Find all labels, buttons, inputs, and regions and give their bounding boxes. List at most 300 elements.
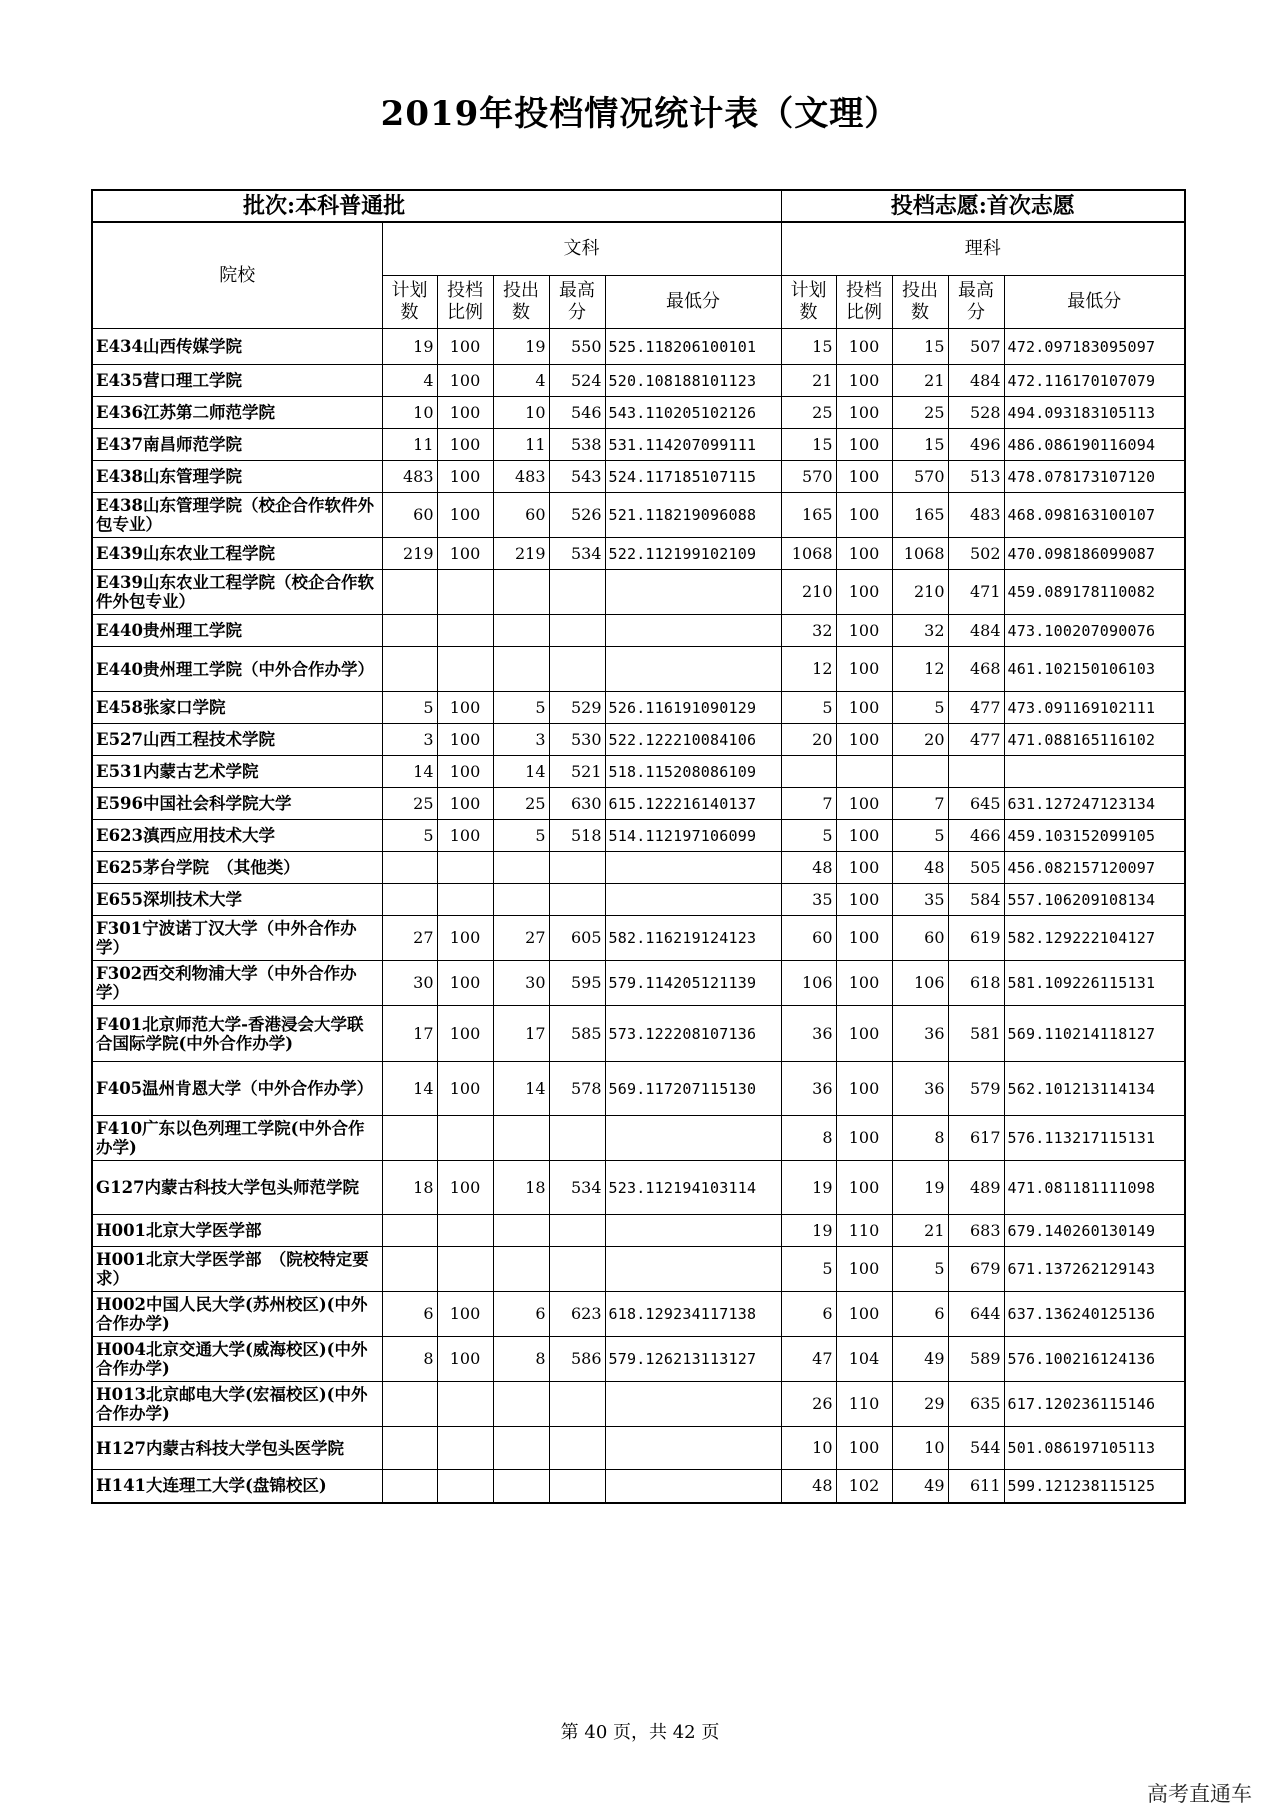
arts-min-score: 518.115208086109 bbox=[605, 756, 781, 788]
table-row bbox=[92, 1382, 1185, 1427]
school-name: E596中国社会科学院大学 bbox=[92, 788, 382, 820]
science-issued: 21 bbox=[892, 365, 948, 397]
science-min-score: 569.110214118127 bbox=[1004, 1006, 1185, 1062]
arts-plan: 483 bbox=[382, 461, 437, 493]
arts-ratio bbox=[437, 1427, 493, 1470]
school-name: E439山东农业工程学院（校企合作软件外包专业） bbox=[92, 570, 382, 615]
arts-max-score: 543 bbox=[549, 461, 605, 493]
science-plan: 32 bbox=[781, 615, 836, 647]
arts-issued: 5 bbox=[493, 820, 549, 852]
arts-max-score bbox=[549, 1247, 605, 1292]
science-max-score: 502 bbox=[948, 538, 1004, 570]
science-min-score: 679.140260130149 bbox=[1004, 1215, 1185, 1247]
arts-issued bbox=[493, 1247, 549, 1292]
science-min-score: 562.101213114134 bbox=[1004, 1062, 1185, 1116]
science-issued: 35 bbox=[892, 884, 948, 916]
arts-plan: 19 bbox=[382, 329, 437, 365]
arts-issued: 27 bbox=[493, 916, 549, 961]
science-issued: 49 bbox=[892, 1337, 948, 1382]
science-plan: 5 bbox=[781, 1247, 836, 1292]
arts-ratio: 100 bbox=[437, 724, 493, 756]
arts-plan bbox=[382, 1427, 437, 1470]
science-plan: 21 bbox=[781, 365, 836, 397]
arts-issued: 5 bbox=[493, 692, 549, 724]
science-max-score: 477 bbox=[948, 724, 1004, 756]
science-ratio: 100 bbox=[836, 329, 892, 365]
arts-max-score bbox=[549, 884, 605, 916]
arts-ratio: 100 bbox=[437, 756, 493, 788]
school-name: E531内蒙古艺术学院 bbox=[92, 756, 382, 788]
science-issued: 570 bbox=[892, 461, 948, 493]
arts-max-score bbox=[549, 852, 605, 884]
science-issued: 32 bbox=[892, 615, 948, 647]
science-ratio: 100 bbox=[836, 429, 892, 461]
arts-issued bbox=[493, 615, 549, 647]
arts-max-score: 521 bbox=[549, 756, 605, 788]
arts-max-score: 526 bbox=[549, 493, 605, 538]
arts-max-score bbox=[549, 1382, 605, 1427]
arts-issued-header: 投出数 bbox=[493, 276, 549, 329]
science-ratio: 100 bbox=[836, 1427, 892, 1470]
table-row bbox=[92, 1116, 1185, 1161]
science-min-score bbox=[1004, 756, 1185, 788]
science-ratio: 110 bbox=[836, 1215, 892, 1247]
science-max-score: 544 bbox=[948, 1427, 1004, 1470]
table-row bbox=[92, 647, 1185, 692]
science-issued: 19 bbox=[892, 1161, 948, 1215]
arts-group-header: 文科 bbox=[382, 222, 781, 276]
science-plan: 36 bbox=[781, 1006, 836, 1062]
table-row bbox=[92, 724, 1185, 756]
science-issued: 49 bbox=[892, 1470, 948, 1503]
arts-min-score: 543.110205102126 bbox=[605, 397, 781, 429]
arts-max-score: 586 bbox=[549, 1337, 605, 1382]
arts-ratio bbox=[437, 1382, 493, 1427]
arts-max-score bbox=[549, 570, 605, 615]
table-row bbox=[92, 570, 1185, 615]
arts-max-score: 630 bbox=[549, 788, 605, 820]
page-title: 2019年投档情况统计表（文理） bbox=[380, 94, 900, 134]
school-name: E434山西传媒学院 bbox=[92, 329, 382, 365]
science-ratio: 100 bbox=[836, 1062, 892, 1116]
arts-max-score bbox=[549, 647, 605, 692]
arts-issued bbox=[493, 1215, 549, 1247]
table-row bbox=[92, 1215, 1185, 1247]
arts-max-score: 605 bbox=[549, 916, 605, 961]
arts-max-score: 529 bbox=[549, 692, 605, 724]
arts-max-header: 最高分 bbox=[549, 276, 605, 329]
batch-label: 批次:本科普通批 bbox=[92, 190, 781, 222]
science-issued: 12 bbox=[892, 647, 948, 692]
admission-table bbox=[91, 189, 1186, 1504]
science-ratio: 104 bbox=[836, 1337, 892, 1382]
arts-min-score bbox=[605, 1247, 781, 1292]
science-min-header: 最低分 bbox=[1004, 276, 1185, 329]
arts-issued bbox=[493, 1116, 549, 1161]
science-max-score: 579 bbox=[948, 1062, 1004, 1116]
science-max-score: 618 bbox=[948, 961, 1004, 1006]
group-header-row bbox=[92, 222, 1185, 276]
arts-plan: 18 bbox=[382, 1161, 437, 1215]
table-row bbox=[92, 1161, 1185, 1215]
science-min-score: 461.102150106103 bbox=[1004, 647, 1185, 692]
table-row bbox=[92, 820, 1185, 852]
arts-plan: 10 bbox=[382, 397, 437, 429]
arts-max-score bbox=[549, 1470, 605, 1503]
arts-ratio bbox=[437, 1470, 493, 1503]
table-row bbox=[92, 329, 1185, 365]
school-name: E438山东管理学院（校企合作软件外包专业） bbox=[92, 493, 382, 538]
arts-max-score: 518 bbox=[549, 820, 605, 852]
arts-issued: 10 bbox=[493, 397, 549, 429]
arts-ratio: 100 bbox=[437, 493, 493, 538]
science-min-score: 557.106209108134 bbox=[1004, 884, 1185, 916]
arts-max-score: 623 bbox=[549, 1292, 605, 1337]
science-max-score: 483 bbox=[948, 493, 1004, 538]
table-row bbox=[92, 788, 1185, 820]
school-name: F410广东以色列理工学院(中外合作办学) bbox=[92, 1116, 382, 1161]
science-plan: 1068 bbox=[781, 538, 836, 570]
table-row bbox=[92, 429, 1185, 461]
table-row bbox=[92, 615, 1185, 647]
table-row bbox=[92, 961, 1185, 1006]
arts-min-score: 582.116219124123 bbox=[605, 916, 781, 961]
science-ratio: 100 bbox=[836, 1247, 892, 1292]
arts-min-score: 522.112199102109 bbox=[605, 538, 781, 570]
science-ratio: 100 bbox=[836, 961, 892, 1006]
table-row bbox=[92, 1470, 1185, 1503]
science-min-score: 471.088165116102 bbox=[1004, 724, 1185, 756]
science-issued: 106 bbox=[892, 961, 948, 1006]
school-name: E436江苏第二师范学院 bbox=[92, 397, 382, 429]
science-ratio: 100 bbox=[836, 1161, 892, 1215]
arts-plan bbox=[382, 1247, 437, 1292]
science-min-score: 468.098163100107 bbox=[1004, 493, 1185, 538]
arts-issued bbox=[493, 884, 549, 916]
science-max-score: 489 bbox=[948, 1161, 1004, 1215]
arts-ratio: 100 bbox=[437, 1337, 493, 1382]
science-plan: 35 bbox=[781, 884, 836, 916]
table-row bbox=[92, 1337, 1185, 1382]
arts-ratio: 100 bbox=[437, 961, 493, 1006]
science-ratio: 100 bbox=[836, 724, 892, 756]
arts-ratio: 100 bbox=[437, 461, 493, 493]
table-row bbox=[92, 397, 1185, 429]
science-issued: 36 bbox=[892, 1006, 948, 1062]
arts-ratio: 100 bbox=[437, 820, 493, 852]
science-issued: 10 bbox=[892, 1427, 948, 1470]
science-plan: 210 bbox=[781, 570, 836, 615]
science-min-score: 576.100216124136 bbox=[1004, 1337, 1185, 1382]
arts-issued: 3 bbox=[493, 724, 549, 756]
arts-min-score bbox=[605, 1116, 781, 1161]
school-name: E440贵州理工学院（中外合作办学） bbox=[92, 647, 382, 692]
science-max-score: 581 bbox=[948, 1006, 1004, 1062]
school-name: H002中国人民大学(苏州校区)(中外合作办学) bbox=[92, 1292, 382, 1337]
science-max-score: 471 bbox=[948, 570, 1004, 615]
arts-issued bbox=[493, 647, 549, 692]
science-plan: 10 bbox=[781, 1427, 836, 1470]
arts-min-score: 523.112194103114 bbox=[605, 1161, 781, 1215]
science-max-score: 619 bbox=[948, 916, 1004, 961]
science-ratio-header: 投档比例 bbox=[836, 276, 892, 329]
science-min-score: 478.078173107120 bbox=[1004, 461, 1185, 493]
science-issued: 20 bbox=[892, 724, 948, 756]
arts-max-score: 595 bbox=[549, 961, 605, 1006]
arts-issued bbox=[493, 852, 549, 884]
page-footer: 第 40 页，共 42 页 bbox=[560, 1722, 720, 1743]
arts-min-score: 522.122210084106 bbox=[605, 724, 781, 756]
arts-ratio: 100 bbox=[437, 1062, 493, 1116]
science-min-score: 599.121238115125 bbox=[1004, 1470, 1185, 1503]
science-min-score: 671.137262129143 bbox=[1004, 1247, 1185, 1292]
arts-min-score bbox=[605, 852, 781, 884]
science-min-score: 486.086190116094 bbox=[1004, 429, 1185, 461]
science-plan: 570 bbox=[781, 461, 836, 493]
science-ratio: 100 bbox=[836, 615, 892, 647]
table-row bbox=[92, 538, 1185, 570]
science-min-score: 473.091169102111 bbox=[1004, 692, 1185, 724]
arts-ratio bbox=[437, 852, 493, 884]
arts-issued bbox=[493, 1427, 549, 1470]
school-name: F405温州肯恩大学（中外合作办学） bbox=[92, 1062, 382, 1116]
arts-ratio bbox=[437, 1215, 493, 1247]
school-name: F401北京师范大学-香港浸会大学联合国际学院(中外合作办学) bbox=[92, 1006, 382, 1062]
science-max-score: 513 bbox=[948, 461, 1004, 493]
arts-issued: 60 bbox=[493, 493, 549, 538]
arts-issued: 14 bbox=[493, 756, 549, 788]
science-plan: 6 bbox=[781, 1292, 836, 1337]
science-plan: 15 bbox=[781, 429, 836, 461]
school-name: G127内蒙古科技大学包头师范学院 bbox=[92, 1161, 382, 1215]
arts-min-score: 521.118219096088 bbox=[605, 493, 781, 538]
arts-min-score: 526.116191090129 bbox=[605, 692, 781, 724]
arts-plan bbox=[382, 852, 437, 884]
table-row bbox=[92, 493, 1185, 538]
arts-plan: 3 bbox=[382, 724, 437, 756]
arts-ratio: 100 bbox=[437, 788, 493, 820]
science-max-score: 584 bbox=[948, 884, 1004, 916]
science-plan: 19 bbox=[781, 1161, 836, 1215]
arts-min-score: 573.122208107136 bbox=[605, 1006, 781, 1062]
science-min-score: 637.136240125136 bbox=[1004, 1292, 1185, 1337]
science-min-score: 472.097183095097 bbox=[1004, 329, 1185, 365]
science-ratio: 100 bbox=[836, 1292, 892, 1337]
arts-max-score: 578 bbox=[549, 1062, 605, 1116]
science-max-header: 最高分 bbox=[948, 276, 1004, 329]
school-name: F302西交利物浦大学（中外合作办学） bbox=[92, 961, 382, 1006]
arts-min-score bbox=[605, 1215, 781, 1247]
arts-plan bbox=[382, 615, 437, 647]
arts-plan-header: 计划数 bbox=[382, 276, 437, 329]
science-ratio: 100 bbox=[836, 788, 892, 820]
arts-plan bbox=[382, 1116, 437, 1161]
arts-min-score bbox=[605, 647, 781, 692]
table-row bbox=[92, 916, 1185, 961]
science-min-score: 470.098186099087 bbox=[1004, 538, 1185, 570]
arts-plan: 27 bbox=[382, 916, 437, 961]
arts-max-score: 534 bbox=[549, 1161, 605, 1215]
science-min-score: 617.120236115146 bbox=[1004, 1382, 1185, 1427]
table-row bbox=[92, 1062, 1185, 1116]
arts-min-score bbox=[605, 884, 781, 916]
science-plan: 60 bbox=[781, 916, 836, 961]
arts-plan: 17 bbox=[382, 1006, 437, 1062]
science-plan: 7 bbox=[781, 788, 836, 820]
arts-issued bbox=[493, 570, 549, 615]
arts-min-score: 525.118206100101 bbox=[605, 329, 781, 365]
science-max-score: 484 bbox=[948, 365, 1004, 397]
volunteer-label: 投档志愿:首次志愿 bbox=[781, 190, 1185, 222]
arts-issued bbox=[493, 1470, 549, 1503]
science-plan: 5 bbox=[781, 820, 836, 852]
science-min-score: 582.129222104127 bbox=[1004, 916, 1185, 961]
arts-issued: 483 bbox=[493, 461, 549, 493]
arts-ratio: 100 bbox=[437, 1292, 493, 1337]
science-issued bbox=[892, 756, 948, 788]
science-max-score: 507 bbox=[948, 329, 1004, 365]
science-issued: 21 bbox=[892, 1215, 948, 1247]
science-ratio: 100 bbox=[836, 397, 892, 429]
arts-max-score: 534 bbox=[549, 538, 605, 570]
table-row bbox=[92, 756, 1185, 788]
arts-max-score bbox=[549, 1116, 605, 1161]
science-issued: 25 bbox=[892, 397, 948, 429]
arts-plan: 8 bbox=[382, 1337, 437, 1382]
science-issued: 210 bbox=[892, 570, 948, 615]
arts-ratio: 100 bbox=[437, 397, 493, 429]
science-ratio: 100 bbox=[836, 570, 892, 615]
science-issued: 15 bbox=[892, 329, 948, 365]
arts-min-score: 514.112197106099 bbox=[605, 820, 781, 852]
arts-ratio: 100 bbox=[437, 1161, 493, 1215]
science-min-score: 459.089178110082 bbox=[1004, 570, 1185, 615]
arts-ratio bbox=[437, 884, 493, 916]
science-plan: 36 bbox=[781, 1062, 836, 1116]
arts-plan: 5 bbox=[382, 820, 437, 852]
science-plan: 5 bbox=[781, 692, 836, 724]
arts-max-score: 550 bbox=[549, 329, 605, 365]
science-ratio: 100 bbox=[836, 820, 892, 852]
school-name: E435营口理工学院 bbox=[92, 365, 382, 397]
science-max-score: 617 bbox=[948, 1116, 1004, 1161]
science-ratio: 102 bbox=[836, 1470, 892, 1503]
science-plan-header: 计划数 bbox=[781, 276, 836, 329]
arts-plan: 14 bbox=[382, 756, 437, 788]
science-max-score: 645 bbox=[948, 788, 1004, 820]
science-min-score: 581.109226115131 bbox=[1004, 961, 1185, 1006]
arts-min-score: 531.114207099111 bbox=[605, 429, 781, 461]
arts-issued: 19 bbox=[493, 329, 549, 365]
arts-issued: 6 bbox=[493, 1292, 549, 1337]
science-min-score: 459.103152099105 bbox=[1004, 820, 1185, 852]
arts-plan: 25 bbox=[382, 788, 437, 820]
arts-issued: 30 bbox=[493, 961, 549, 1006]
arts-ratio bbox=[437, 1116, 493, 1161]
school-name: H141大连理工大学(盘锦校区) bbox=[92, 1470, 382, 1503]
school-name: E527山西工程技术学院 bbox=[92, 724, 382, 756]
science-ratio: 100 bbox=[836, 884, 892, 916]
science-issued: 8 bbox=[892, 1116, 948, 1161]
science-max-score: 468 bbox=[948, 647, 1004, 692]
arts-min-score bbox=[605, 1427, 781, 1470]
arts-min-score bbox=[605, 570, 781, 615]
arts-plan: 11 bbox=[382, 429, 437, 461]
science-group-header: 理科 bbox=[781, 222, 1185, 276]
arts-issued bbox=[493, 1382, 549, 1427]
science-max-score: 679 bbox=[948, 1247, 1004, 1292]
school-name: E625茅台学院 （其他类） bbox=[92, 852, 382, 884]
science-issued-header: 投出数 bbox=[892, 276, 948, 329]
science-plan: 106 bbox=[781, 961, 836, 1006]
science-issued: 29 bbox=[892, 1382, 948, 1427]
batch-header-row bbox=[92, 190, 1185, 222]
science-issued: 1068 bbox=[892, 538, 948, 570]
arts-plan bbox=[382, 570, 437, 615]
school-name: E438山东管理学院 bbox=[92, 461, 382, 493]
school-name: E437南昌师范学院 bbox=[92, 429, 382, 461]
science-ratio: 100 bbox=[836, 1006, 892, 1062]
arts-min-score: 579.126213113127 bbox=[605, 1337, 781, 1382]
science-max-score: 611 bbox=[948, 1470, 1004, 1503]
science-plan: 19 bbox=[781, 1215, 836, 1247]
arts-ratio bbox=[437, 615, 493, 647]
school-name: H001北京大学医学部 bbox=[92, 1215, 382, 1247]
science-plan: 48 bbox=[781, 1470, 836, 1503]
admission-table-container bbox=[91, 189, 1186, 1504]
science-issued: 6 bbox=[892, 1292, 948, 1337]
arts-ratio: 100 bbox=[437, 916, 493, 961]
science-ratio: 100 bbox=[836, 916, 892, 961]
science-ratio bbox=[836, 756, 892, 788]
science-issued: 7 bbox=[892, 788, 948, 820]
arts-issued: 25 bbox=[493, 788, 549, 820]
science-ratio: 100 bbox=[836, 493, 892, 538]
school-name: E440贵州理工学院 bbox=[92, 615, 382, 647]
arts-ratio: 100 bbox=[437, 1006, 493, 1062]
school-name: E623滇西应用技术大学 bbox=[92, 820, 382, 852]
science-issued: 5 bbox=[892, 820, 948, 852]
science-max-score: 528 bbox=[948, 397, 1004, 429]
school-name: H013北京邮电大学(宏福校区)(中外合作办学) bbox=[92, 1382, 382, 1427]
science-max-score: 466 bbox=[948, 820, 1004, 852]
science-issued: 60 bbox=[892, 916, 948, 961]
science-max-score: 484 bbox=[948, 615, 1004, 647]
arts-max-score: 538 bbox=[549, 429, 605, 461]
arts-max-score bbox=[549, 1427, 605, 1470]
science-plan: 25 bbox=[781, 397, 836, 429]
science-min-score: 471.081181111098 bbox=[1004, 1161, 1185, 1215]
science-max-score: 635 bbox=[948, 1382, 1004, 1427]
arts-min-score: 520.108188101123 bbox=[605, 365, 781, 397]
science-ratio: 100 bbox=[836, 1116, 892, 1161]
arts-plan bbox=[382, 647, 437, 692]
arts-issued: 8 bbox=[493, 1337, 549, 1382]
science-plan: 26 bbox=[781, 1382, 836, 1427]
arts-issued: 17 bbox=[493, 1006, 549, 1062]
arts-min-score bbox=[605, 1470, 781, 1503]
science-issued: 15 bbox=[892, 429, 948, 461]
arts-ratio bbox=[437, 1247, 493, 1292]
science-ratio: 100 bbox=[836, 647, 892, 692]
school-name: E458张家口学院 bbox=[92, 692, 382, 724]
science-plan: 12 bbox=[781, 647, 836, 692]
arts-ratio bbox=[437, 570, 493, 615]
arts-ratio: 100 bbox=[437, 329, 493, 365]
arts-plan: 6 bbox=[382, 1292, 437, 1337]
science-max-score: 644 bbox=[948, 1292, 1004, 1337]
table-row bbox=[92, 692, 1185, 724]
